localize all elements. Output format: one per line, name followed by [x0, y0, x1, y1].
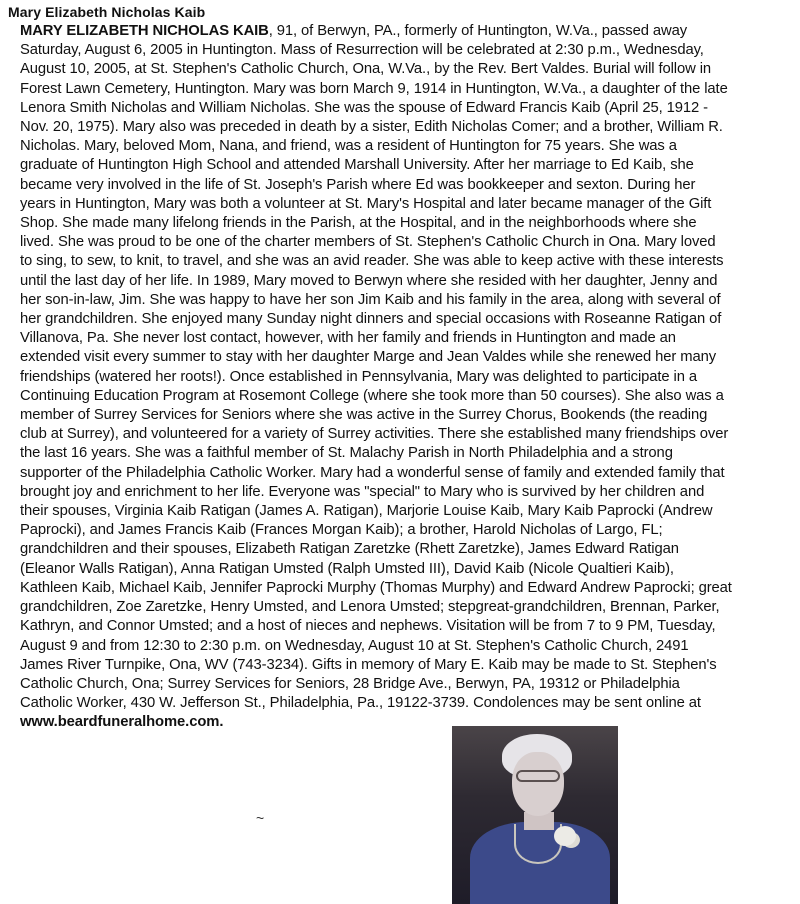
body-line: the last 16 years. She was a faithful member of St. Malachy Parish in North Philadelphia and a strong — [20, 445, 673, 462]
body-line: August 9 and from 12:30 to 2:30 p.m. on Wednesday, August 10 at St. Stephen's Catholic Church, 2491 — [20, 637, 689, 654]
body-line: Nicholas. Mary, beloved Mom, Nana, and friend, was a resident of Huntington for 75 years. She was a — [20, 138, 677, 155]
body-line: Paprocki), and James Francis Kaib (Frances Morgan Kaib); a brother, Harold Nicholas of Largo, FL; — [20, 522, 663, 539]
handwritten-mark: ~ — [256, 810, 265, 826]
body-line: August 10, 2005, at St. Stephen's Catholic Church, Ona, W.Va., by the Rev. Bert Valdes. Burial will follow in — [20, 61, 712, 78]
body-line: Lenora Smith Nicholas and William Nicholas. She was the spouse of Edward Francis Kaib (April 25, 1912 - — [20, 99, 708, 116]
body-line: lived. She was proud to be one of the charter members of St. Stephen's Catholic Church in Ona. Mary loved — [20, 234, 716, 251]
obituary-body — [20, 22, 796, 733]
body-line: Catholic Church, Ona; Surrey Services for Seniors, 28 Bridge Ave., Berwyn, PA, 19312 or Philadelphia — [20, 675, 680, 692]
body-line: extended visit every summer to stay with her daughter Marge and Jean Valdes while she renewed her many — [20, 349, 717, 366]
funeral-home-website: www.beardfuneralhome.com. — [20, 714, 224, 731]
body-line: Saturday, August 6, 2005 in Huntington. Mass of Resurrection will be celebrated at 2:30 p.m., Wednesday, — [20, 42, 704, 59]
body-line: grandchildren, Zoe Zaretzke, Henry Umsted, and Lenora Umsted; stepgreat-grandchildren, Brennan, Parker, — [20, 599, 720, 616]
portrait-photo — [452, 726, 618, 904]
body-line: member of Surrey Services for Seniors where she was active in the Surrey Chorus, Bookends (the reading — [20, 407, 708, 424]
body-line: to sing, to sew, to knit, to travel, and she was an avid reader. She was able to keep active with these interests — [20, 253, 724, 270]
body-line: (Eleanor Walls Ratigan), Anna Ratigan Umsted (Ralph Umsted III), David Kaib (Nicole Qualtieri Kaib), — [20, 560, 674, 577]
deceased-name: MARY ELIZABETH NICHOLAS KAIB — [20, 23, 269, 39]
photo-corsage — [554, 826, 576, 846]
body-line: Catholic Worker, 430 W. Jefferson St., Philadelphia, Pa., 19122-3739. Condolences may be sent online at — [20, 695, 701, 712]
body-line: became very involved in the life of St. Joseph's Parish where Ed was bookkeeper and sexton. During her — [20, 176, 696, 193]
body-line: supporter of the Philadelphia Catholic Worker. Mary had a wonderful sense of family and extended family that — [20, 464, 725, 481]
body-line: brought joy and enrichment to her life. Everyone was "special" to Mary who is survived by her children and — [20, 483, 705, 500]
first-line: MARY ELIZABETH NICHOLAS KAIB, 91, of Berwyn, PA., formerly of Huntington, W.Va., passed away — [20, 23, 687, 39]
body-line: Nov. 20, 1975). Mary also was preceded in death by a sister, Edith Nicholas Comer; and a brother, William R. — [20, 119, 723, 136]
body-line: until the last day of her life. In 1989, Mary moved to Berwyn where she resided with her daughter, Jenny and — [20, 272, 718, 289]
obituary-heading: Mary Elizabeth Nicholas Kaib — [8, 4, 206, 20]
body-line: years in Huntington, Mary was both a volunteer at St. Mary's Hospital and later became manager of the Gift — [20, 195, 712, 212]
body-line: graduate of Huntington High School and attended Marshall University. After her marriage to Ed Kaib, she — [20, 157, 694, 174]
photo-glasses — [516, 770, 560, 782]
body-line: her son-in-law, Jim. She was happy to have her son Jim Kaib and his family in the area, along with several of — [20, 291, 721, 308]
body-line: club at Surrey), and volunteered for a variety of Surrey activities. There she established many friendships over — [20, 426, 729, 443]
body-line: Forest Lawn Cemetery, Huntington. Mary was born March 9, 1914 in Huntington, W.Va., a daughter of the late — [20, 80, 728, 97]
photo-face — [512, 752, 564, 816]
body-line: Villanova, Pa. She never lost contact, however, with her family and friends in Huntington and made an — [20, 330, 676, 347]
body-line: friendships (watered her roots!). Once established in Pennsylvania, Mary was delighted to participate in a — [20, 368, 697, 385]
body-line: her grandchildren. She enjoyed many Sunday night dinners and special occasions with Roseanne Ratigan of — [20, 311, 722, 328]
body-line: grandchildren and their spouses, Elizabeth Ratigan Zaretzke (Rhett Zaretzke), James Edward Ratigan — [20, 541, 679, 558]
body-line: Continuing Education Program at Rosemont College (where she took more than 50 courses). She also was a — [20, 387, 724, 404]
body-line: their spouses, Virginia Kaib Ratigan (James A. Ratigan), Marjorie Louise Kaib, Mary Kaib Paprocki (Andrew — [20, 503, 713, 520]
body-line: James River Turnpike, Ona, WV (743-3234). Gifts in memory of Mary E. Kaib may be made to St. Stephen's — [20, 656, 717, 673]
body-line: Kathleen Kaib, Michael Kaib, Jennifer Paprocki Murphy (Thomas Murphy) and Edward Andrew Paprocki; great — [20, 579, 732, 596]
body-line: Kathryn, and Connor Umsted; and a host of nieces and nephews. Visitation will be from 7 to 9 PM, Tuesday, — [20, 618, 716, 635]
body-line: Shop. She made many lifelong friends in the Parish, at the Hospital, and in the neighborhoods where she — [20, 215, 697, 232]
